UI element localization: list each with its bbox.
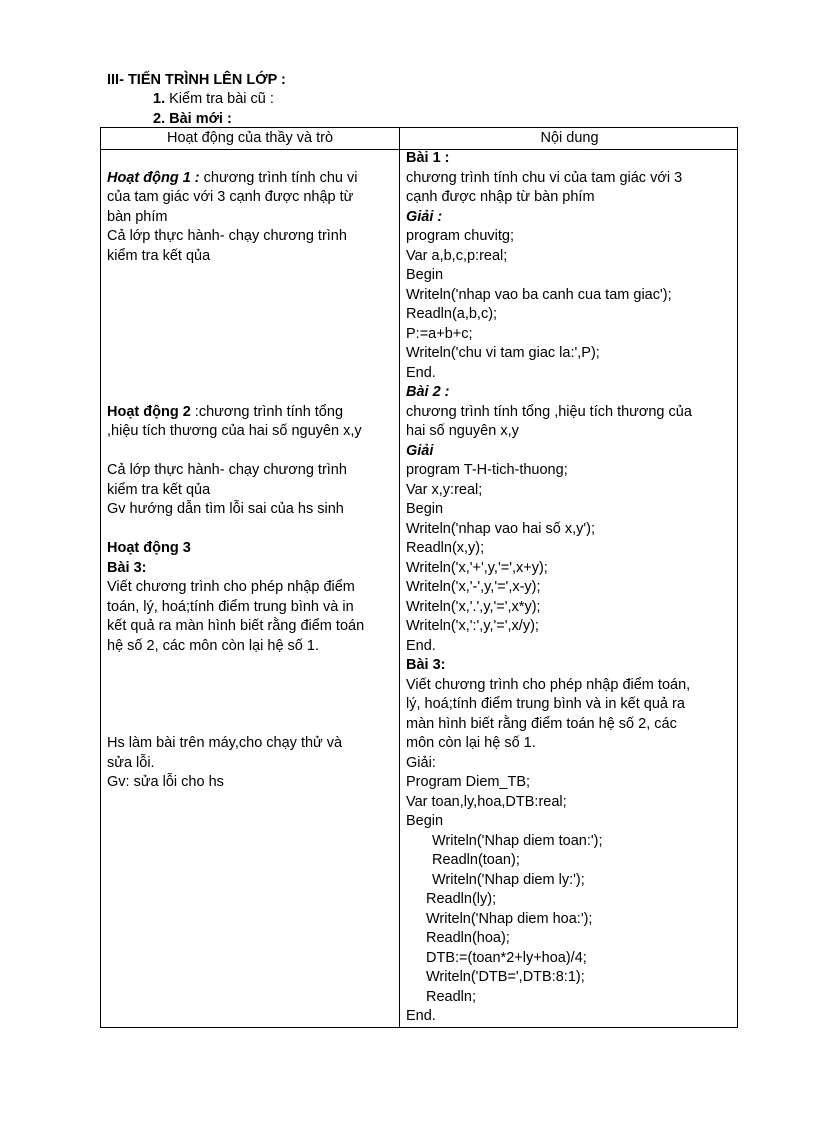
activity-2-heading (107, 403, 395, 423)
exercise-3-code-top-0: Program Diem_TB; (406, 774, 531, 790)
activity-2-text-0: :chương trình tính tổng (190, 403, 344, 420)
activity-3-text-3: hệ số 2, các môn còn lại hệ số 1. (107, 637, 319, 654)
content-column (406, 149, 736, 1027)
table-header-row (101, 128, 737, 150)
exercise-3-code-a-0: Writeln('Nhap diem toan:'); (432, 832, 603, 849)
section-title: III- TIẾN TRÌNH LÊN LỚP : (107, 72, 286, 88)
exercise-2-title: Bài 2 : (406, 384, 450, 400)
activities-column (107, 149, 395, 793)
activity-2-label: Hoạt động 2 (107, 403, 191, 420)
exercise-2-code-2: Begin (406, 501, 444, 517)
exercise-2-code-6: Writeln('x,'-',y,'=',x-y); (406, 579, 541, 595)
exercise-3-title: Bài 3: (406, 657, 446, 673)
activity-3-text-2: kết quả ra màn hình biết rằng điểm toán (107, 618, 365, 634)
exercise-1-code-1: Var a,b,c,p:real; (406, 247, 508, 264)
activity-3-practice-2: Gv: sửa lỗi cho hs (107, 774, 224, 790)
column-divider (399, 128, 400, 1027)
exercise-1-text-0: chương trình tính chu vi của tam giác với 3 (406, 169, 683, 186)
exercise-2-code-5: Writeln('x,'+',y,'=',x+y); (406, 559, 548, 576)
exercise-1-code-0: program chuvitg; (406, 228, 514, 244)
activity-1-label: Hoạt động 1 : (107, 169, 200, 186)
exercise-2-code-9: End. (406, 637, 436, 654)
exercise-2-code-7: Writeln('x,'.',y,'=',x*y); (406, 598, 541, 615)
exercise-3-text-1: lý, hoá;tính điểm trung bình và in kết quả ra (406, 696, 685, 712)
header-activities: Hoạt động của thầy và trò (166, 130, 334, 146)
exercise-3-code-a-2: Writeln('Nhap diem ly:'); (432, 871, 585, 888)
exercise-2-code-8: Writeln('x,':',y,'=',x/y); (406, 618, 539, 634)
exercise-1-code-5: P:=a+b+c; (406, 325, 473, 342)
activity-1-heading (107, 169, 395, 189)
exercise-2-code-0: program T-H-tich-thuong; (406, 462, 568, 478)
exercise-3-code-b-5: Readln; (426, 988, 476, 1005)
exercise-3-solution-label: Giải: (406, 754, 436, 771)
exercise-3-code-top-2: Begin (406, 813, 444, 829)
exercise-1-code-4: Readln(a,b,c); (406, 306, 498, 322)
exercise-1-code-6: Writeln('chu vi tam giac la:',P); (406, 345, 600, 361)
exercise-3-text-2: màn hình biết rằng điểm toán hệ số 2, các (406, 715, 677, 732)
exercise-3-code-a-1: Readln(toan); (432, 852, 520, 868)
section-item-new-lesson: 2. Bài mới : (153, 111, 232, 127)
exercise-3-text-3: môn còn lại hệ số 1. (406, 735, 536, 751)
exercise-2-code-3: Writeln('nhap vao hai số x,y'); (406, 520, 596, 537)
exercise-1-solution-label: Giải : (406, 208, 443, 225)
exercise-2-solution-label: Giải (406, 442, 434, 459)
activity-3-practice-1: sửa lỗi. (107, 754, 155, 771)
activity-3-practice-0: Hs làm bài trên máy,cho chạy thử và (107, 735, 343, 751)
exercise-1-code-3: Writeln('nhap vao ba canh cua tam giac'); (406, 286, 672, 303)
exercise-1-code-7: End. (406, 364, 436, 381)
activity-1-text-2: bàn phím (107, 208, 168, 225)
exercise-2-text-0: chương trình tính tổng ,hiệu tích thương của (406, 403, 692, 420)
activity-3-text-0: Viết chương trình cho phép nhập điểm (107, 579, 355, 595)
exercise-3-code-b-3: DTB:=(toan*2+ly+hoa)/4; (426, 949, 587, 966)
activity-1-practice-0: Cả lớp thực hành- chạy chương trình (107, 228, 347, 244)
activity-2-text-1: ,hiệu tích thương của hai số nguyên x,y (107, 423, 362, 439)
activity-1-text-0: chương trình tính chu vi (199, 169, 358, 186)
activity-2-practice-2: Gv hướng dẫn tìm lỗi sai của hs sinh (107, 501, 344, 517)
activity-2-practice-0: Cả lớp thực hành- chạy chương trình (107, 462, 347, 478)
lesson-table (100, 127, 738, 1028)
item-number: 1. (153, 91, 166, 107)
header-content: Nội dung (540, 130, 599, 146)
activity-3-exercise: Bài 3: (107, 559, 147, 576)
exercise-2-text-1: hai số nguyên x,y (406, 423, 519, 439)
exercise-1-text-1: cạnh được nhập từ bàn phím (406, 189, 595, 205)
exercise-3-code-b-1: Writeln('Nhap diem hoa:'); (426, 910, 593, 927)
activity-3-text-1: toán, lý, hoá;tính điểm trung bình và in (107, 598, 354, 615)
exercise-1-title: Bài 1 : (406, 150, 450, 166)
item-text: Kiểm tra bài cũ : (165, 91, 274, 107)
activity-2-practice-1: kiểm tra kết qủa (107, 481, 211, 498)
exercise-2-code-1: Var x,y:real; (406, 481, 483, 498)
exercise-3-code-b-0: Readln(ly); (426, 891, 497, 907)
exercise-3-code-end: End. (406, 1008, 436, 1024)
exercise-3-code-b-2: Readln(hoa); (426, 930, 510, 946)
exercise-3-text-0: Viết chương trình cho phép nhập điểm toán, (406, 676, 691, 693)
exercise-3-code-top-1: Var toan,ly,hoa,DTB:real; (406, 793, 567, 810)
activity-3-label: Hoạt động 3 (107, 540, 191, 556)
section-item-old-lesson (153, 90, 274, 110)
exercise-2-code-4: Readln(x,y); (406, 540, 485, 556)
exercise-1-code-2: Begin (406, 267, 444, 283)
activity-1-practice-1: kiểm tra kết qủa (107, 247, 211, 264)
activity-1-text-1: của tam giác với 3 cạnh được nhập từ (107, 189, 354, 205)
exercise-3-code-b-4: Writeln('DTB=',DTB:8:1); (426, 969, 585, 985)
